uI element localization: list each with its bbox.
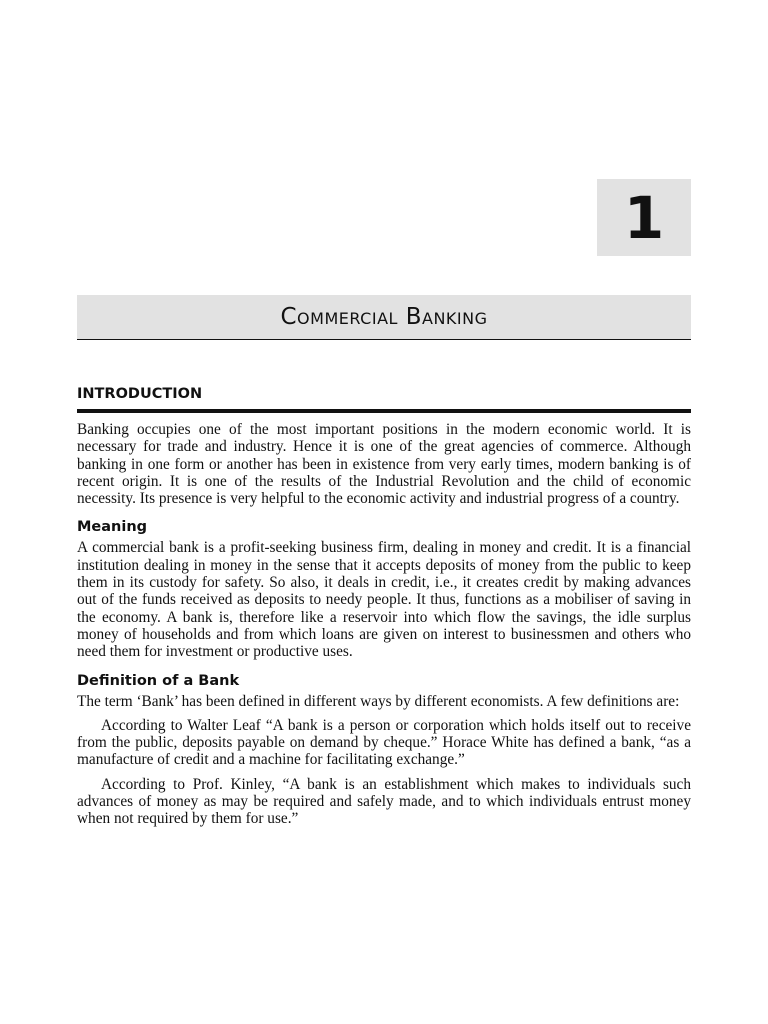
page-content bbox=[77, 383, 691, 828]
chapter-title: Commercial Banking bbox=[280, 304, 488, 330]
definition-heading: Definition of a Bank bbox=[77, 672, 240, 689]
kinley-definition: According to Prof. Kinley, “A bank is an establishment which makes to individuals such advances of money as may be required and safely made, and to which individuals entrust money when not required by them for use.” bbox=[77, 775, 691, 828]
section-rule bbox=[77, 409, 691, 413]
introduction-heading: INTRODUCTION bbox=[77, 386, 203, 402]
meaning-heading: Meaning bbox=[77, 519, 148, 536]
chapter-number-box bbox=[597, 179, 691, 256]
definition-intro-paragraph: The term ‘Bank’ has been defined in different ways by different economists. A few definitions are: bbox=[77, 692, 680, 710]
introduction-paragraph: Banking occupies one of the most important positions in the modern economic world. It is necessary for trade and industry. Hence it is one of the great agencies of commerce. Although banking in one form or another has been in existence from very early times, modern banking is of recent origin. It is one of the results of the Industrial Revolution and the child of economic necessity. Its presence is very helpful to the economic activity and industrial progress of a country. bbox=[77, 421, 691, 508]
walter-leaf-definition: According to Walter Leaf “A bank is a person or corporation which holds itself out to receive from the public, deposits payable on demand by cheque.” Horace White has defined a bank, “as a manufacture of credit and a machine for facilitating exchange.” bbox=[77, 716, 691, 769]
meaning-paragraph: A commercial bank is a profit-seeking business firm, dealing in money and credit. It is a financial institution dealing in money in the sense that it accepts deposits of money from the public to keep them in its custody for safety. So also, it deals in credit, i.e., it creates credit by making advances out of the funds received as deposits to needy people. It thus, functions as a mobiliser of saving in the economy. A bank is, therefore like a reservoir into which flow the savings, the idle surplus money of households and from which loans are given on interest to businessmen and others who need them for investment or productive uses. bbox=[77, 539, 691, 661]
chapter-title-bar bbox=[77, 295, 691, 340]
chapter-number: 1 bbox=[623, 183, 665, 252]
